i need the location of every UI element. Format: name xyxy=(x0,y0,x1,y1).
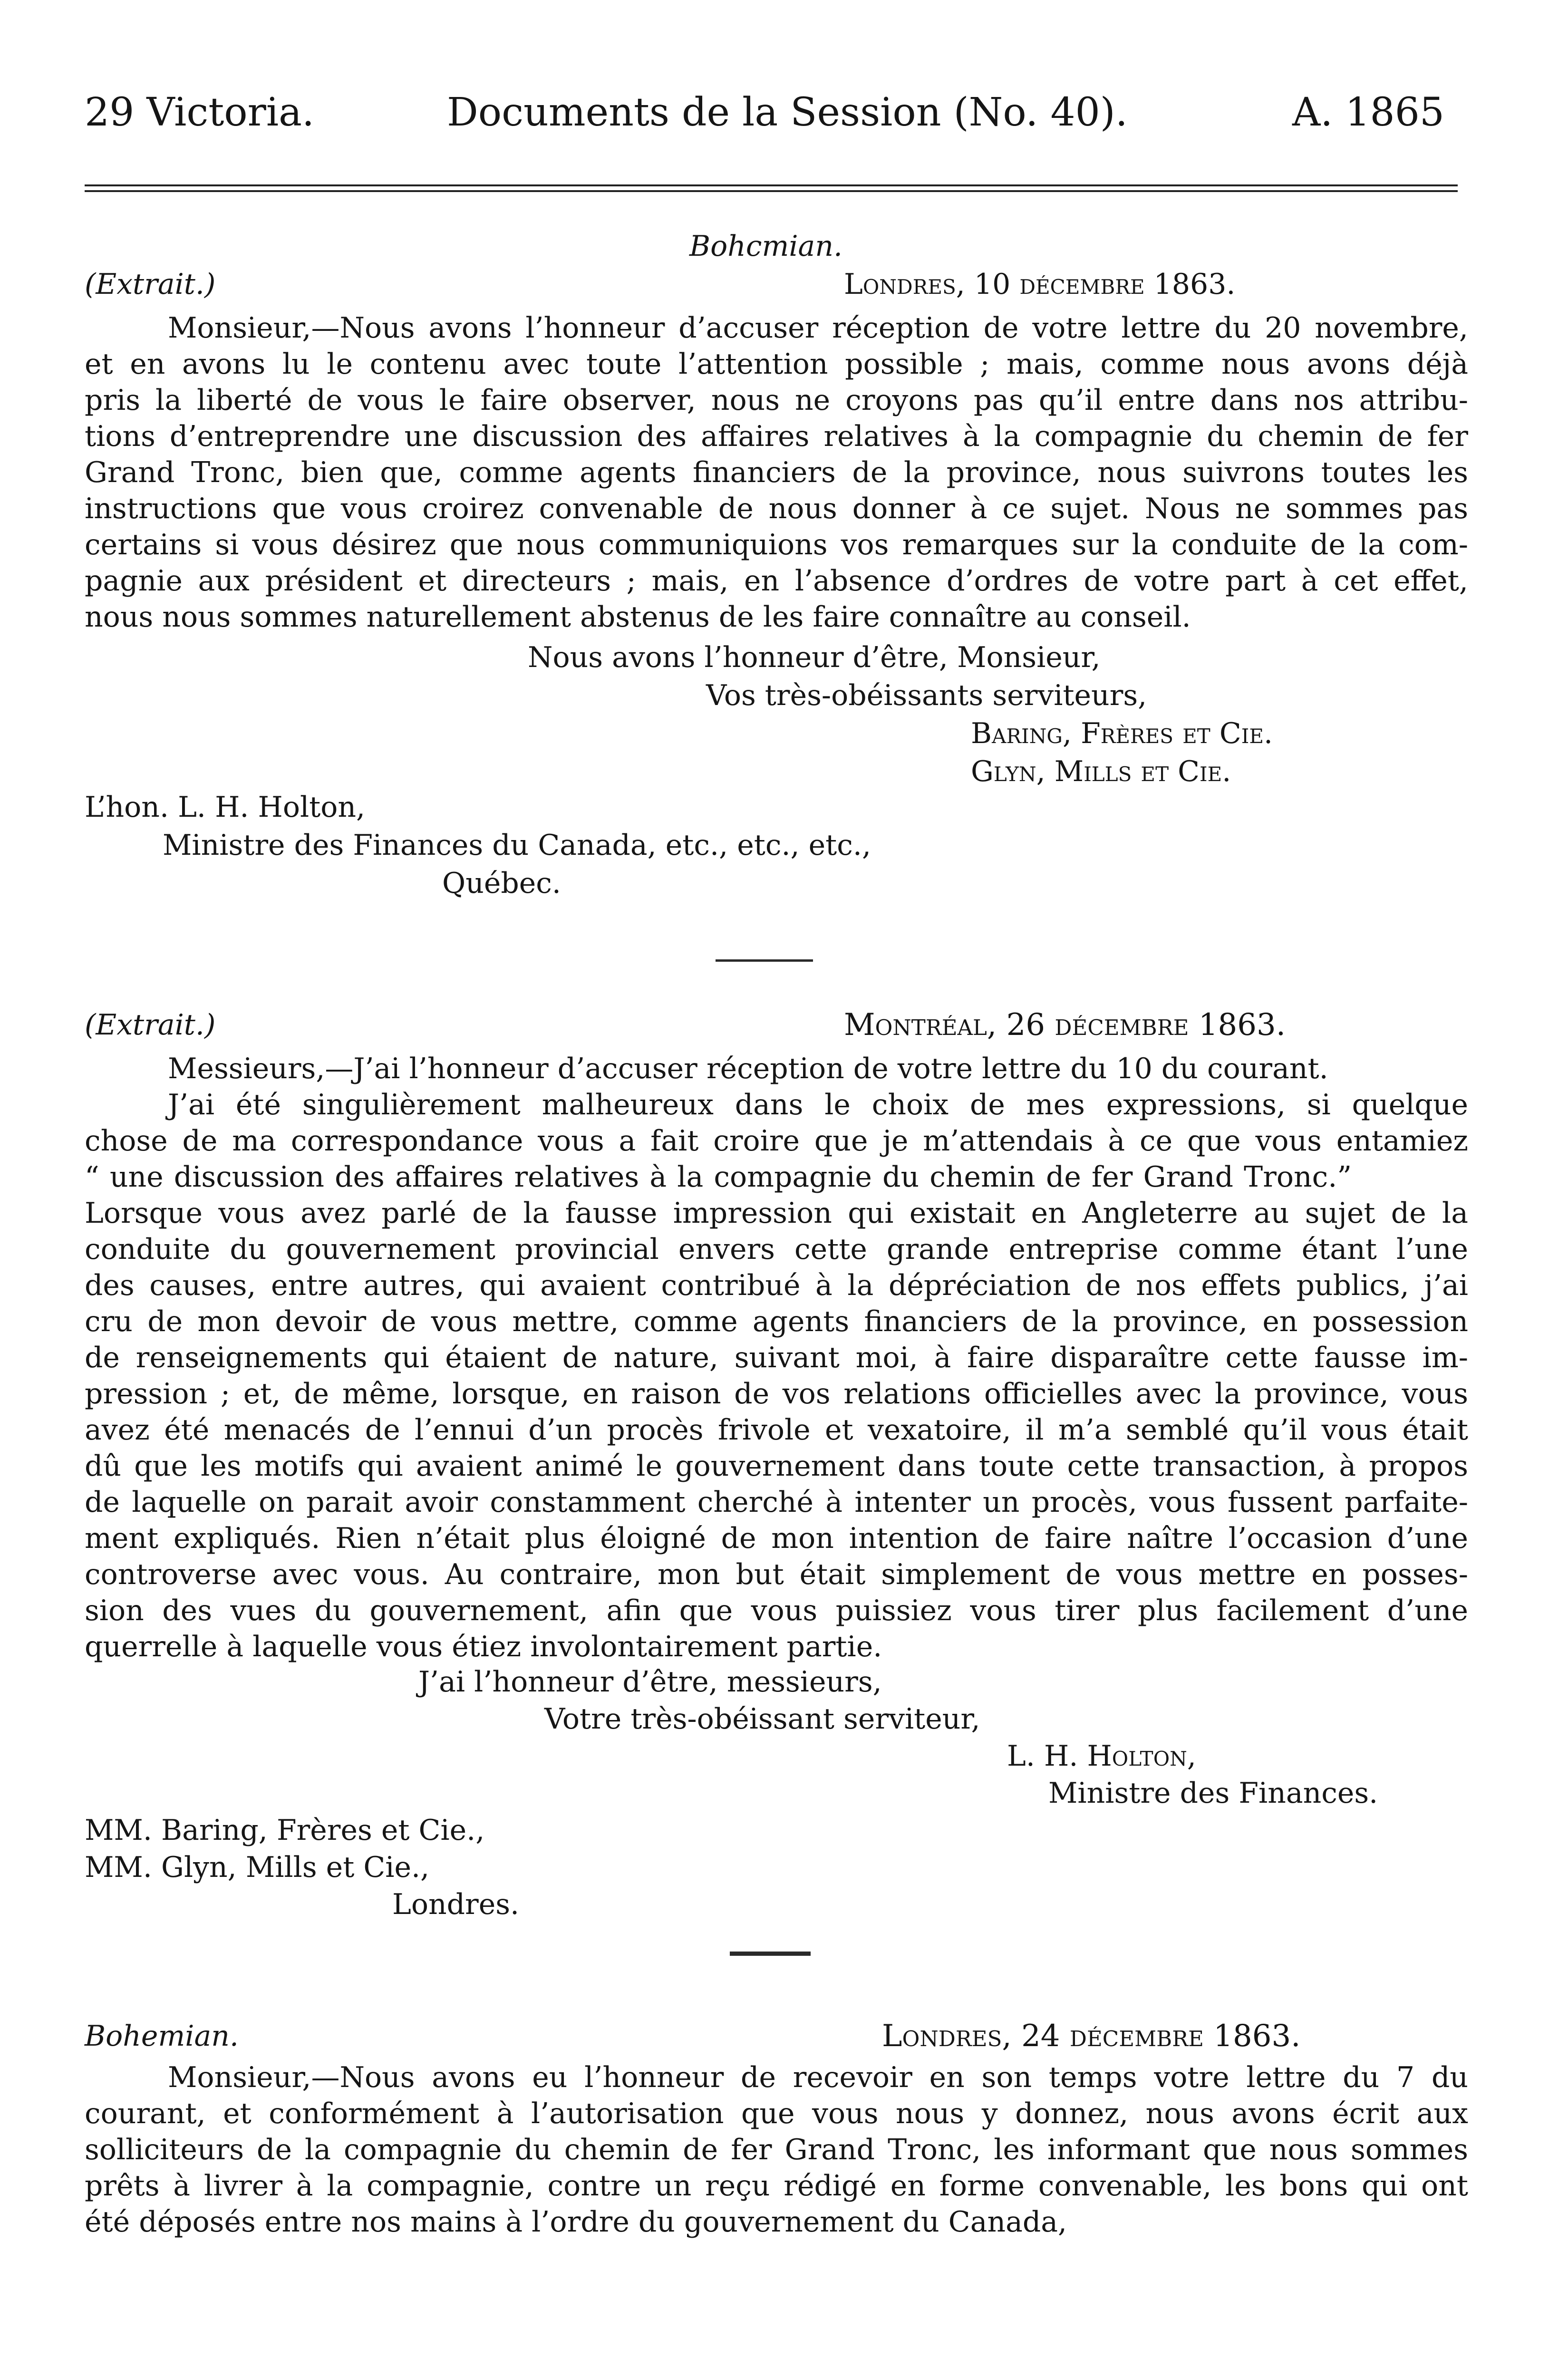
addressee-line: Québec. xyxy=(442,867,561,900)
signatory: Baring, Frères et Cie. xyxy=(971,717,1273,750)
place-date: Montréal, 26 décembre 1863. xyxy=(844,1007,1286,1043)
addressee-line: Ministre des Finances du Canada, etc., etc., etc., xyxy=(163,829,871,862)
body-line: Monsieur,—Nous avons eu l’honneur de recevoir en son temps votre lettre du 7 du xyxy=(168,2061,1468,2094)
ship-name: Bohemian. xyxy=(85,2019,239,2053)
body-line: de laquelle on parait avoir constamment cherché à intenter un procès, vous fussent parfaite- xyxy=(85,1486,1468,1519)
body-line: “ une discussion des affaires relatives à la compagnie du chemin de fer Grand Tronc.” xyxy=(85,1160,1352,1194)
closing-line: J’ai l’honneur d’être, messieurs, xyxy=(418,1665,882,1699)
body-line: dû que les motifs qui avaient animé le gouvernement dans toute cette transaction, à propos xyxy=(85,1449,1468,1483)
body-line: été déposés entre nos mains à l’ordre du gouvernement du Canada, xyxy=(85,2205,1067,2239)
addressee-line: MM. Baring, Frères et Cie., xyxy=(85,1814,485,1847)
body-line: Grand Tronc, bien que, comme agents financiers de la province, nous suivrons toutes les xyxy=(85,456,1468,489)
addressee-line: Londres. xyxy=(392,1888,520,1921)
body-line: controverse avec vous. Au contraire, mon but était simplement de vous mettre en posses- xyxy=(85,1558,1468,1591)
signatory: Glyn, Mills et Cie. xyxy=(971,755,1231,788)
header-title: Documents de la Session (No. 40). xyxy=(447,90,1128,135)
body-line: de renseignements qui étaient de nature, suivant moi, à faire disparaître cette fausse im- xyxy=(85,1341,1468,1374)
closing-line: Votre très-obéissant serviteur, xyxy=(544,1702,980,1736)
running-header xyxy=(0,87,1568,139)
body-line: avez été menacés de l’ennui d’un procès frivole et vexatoire, il m’a semblé qu’il vous était xyxy=(85,1413,1468,1447)
body-line: Monsieur,—Nous avons l’honneur d’accuser réception de votre lettre du 20 novembre, xyxy=(168,311,1468,345)
body-line: instructions que vous croirez convenable de nous donner à ce sujet. Nous ne sommes pas xyxy=(85,492,1468,525)
body-line: pression ; et, de même, lorsque, en raison de vos relations officielles avec la province, vous xyxy=(85,1377,1468,1411)
body-line: ment expliqués. Rien n’était plus éloigné de mon intention de faire naître l’occasion d’une xyxy=(85,1522,1468,1555)
body-line: cru de mon devoir de vous mettre, comme agents financiers de la province, en possession xyxy=(85,1305,1468,1338)
header-rule-top xyxy=(85,184,1458,186)
addressee-line: MM. Glyn, Mills et Cie., xyxy=(85,1851,430,1884)
closing-line: Vos très-obéissants serviteurs, xyxy=(706,679,1147,712)
header-year: A. 1865 xyxy=(1292,90,1445,135)
body-line: et en avons lu le contenu avec toute l’attention possible ; mais, comme nous avons déjà xyxy=(85,348,1468,381)
signature-line: Ministre des Finances. xyxy=(1048,1777,1378,1810)
body-line: solliciteurs de la compagnie du chemin de fer Grand Tronc, les informant que nous sommes xyxy=(85,2133,1468,2166)
body-line: tions d’entreprendre une discussion des affaires relatives à la compagnie du chemin de fer xyxy=(85,420,1468,453)
body-line: nous nous sommes naturellement abstenus de les faire connaître au conseil. xyxy=(85,600,1191,634)
body-line: Lorsque vous avez parlé de la fausse impression qui existait en Angleterre au sujet de la xyxy=(85,1197,1468,1230)
signature-line: L. H. Holton, xyxy=(1007,1739,1196,1773)
section-separator xyxy=(730,1952,811,1956)
header-volume: 29 Victoria. xyxy=(85,90,315,135)
body-line: sion des vues du gouvernement, afin que vous puissiez vous tirer plus facilement d’une xyxy=(85,1594,1468,1627)
ship-name: Bohcmian. xyxy=(689,230,843,263)
header-rule-bottom xyxy=(85,190,1458,192)
body-line: chose de ma correspondance vous a fait croire que je m’attendais à ce que vous entamiez xyxy=(85,1124,1468,1158)
body-line: certains si vous désirez que nous communiquions vos remarques sur la conduite de la com- xyxy=(85,528,1468,561)
body-line: conduite du gouvernement provincial envers cette grande entreprise comme étant l’une xyxy=(85,1233,1468,1266)
body-line: prêts à livrer à la compagnie, contre un reçu rédigé en forme convenable, les bons qui ont xyxy=(85,2169,1468,2203)
extract-label: (Extrait.) xyxy=(85,268,216,301)
addressee-line: L’hon. L. H. Holton, xyxy=(85,791,366,824)
body-line: courant, et conformément à l’autorisation que vous nous y donnez, nous avons écrit aux xyxy=(85,2097,1468,2130)
place-date: Londres, 24 décembre 1863. xyxy=(882,2019,1301,2054)
closing-line: Nous avons l’honneur d’être, Monsieur, xyxy=(528,641,1101,674)
body-line: pagnie aux président et directeurs ; mais, en l’absence d’ordres de votre part à cet effet, xyxy=(85,564,1468,598)
section-separator xyxy=(716,959,813,962)
extract-label: (Extrait.) xyxy=(85,1008,216,1042)
body-line: Messieurs,—J’ai l’honneur d’accuser réception de votre lettre du 10 du courant. xyxy=(168,1052,1328,1085)
body-line: J’ai été singulièrement malheureux dans le choix de mes expressions, si quelque xyxy=(168,1088,1468,1121)
place-date: Londres, 10 décembre 1863. xyxy=(844,268,1236,301)
body-line: pris la liberté de vous le faire observer, nous ne croyons pas qu’il entre dans nos attribu- xyxy=(85,384,1468,417)
body-line: querrelle à laquelle vous étiez involontairement partie. xyxy=(85,1630,882,1663)
body-line: des causes, entre autres, qui avaient contribué à la dépréciation de nos effets publics, j’ai xyxy=(85,1269,1468,1302)
